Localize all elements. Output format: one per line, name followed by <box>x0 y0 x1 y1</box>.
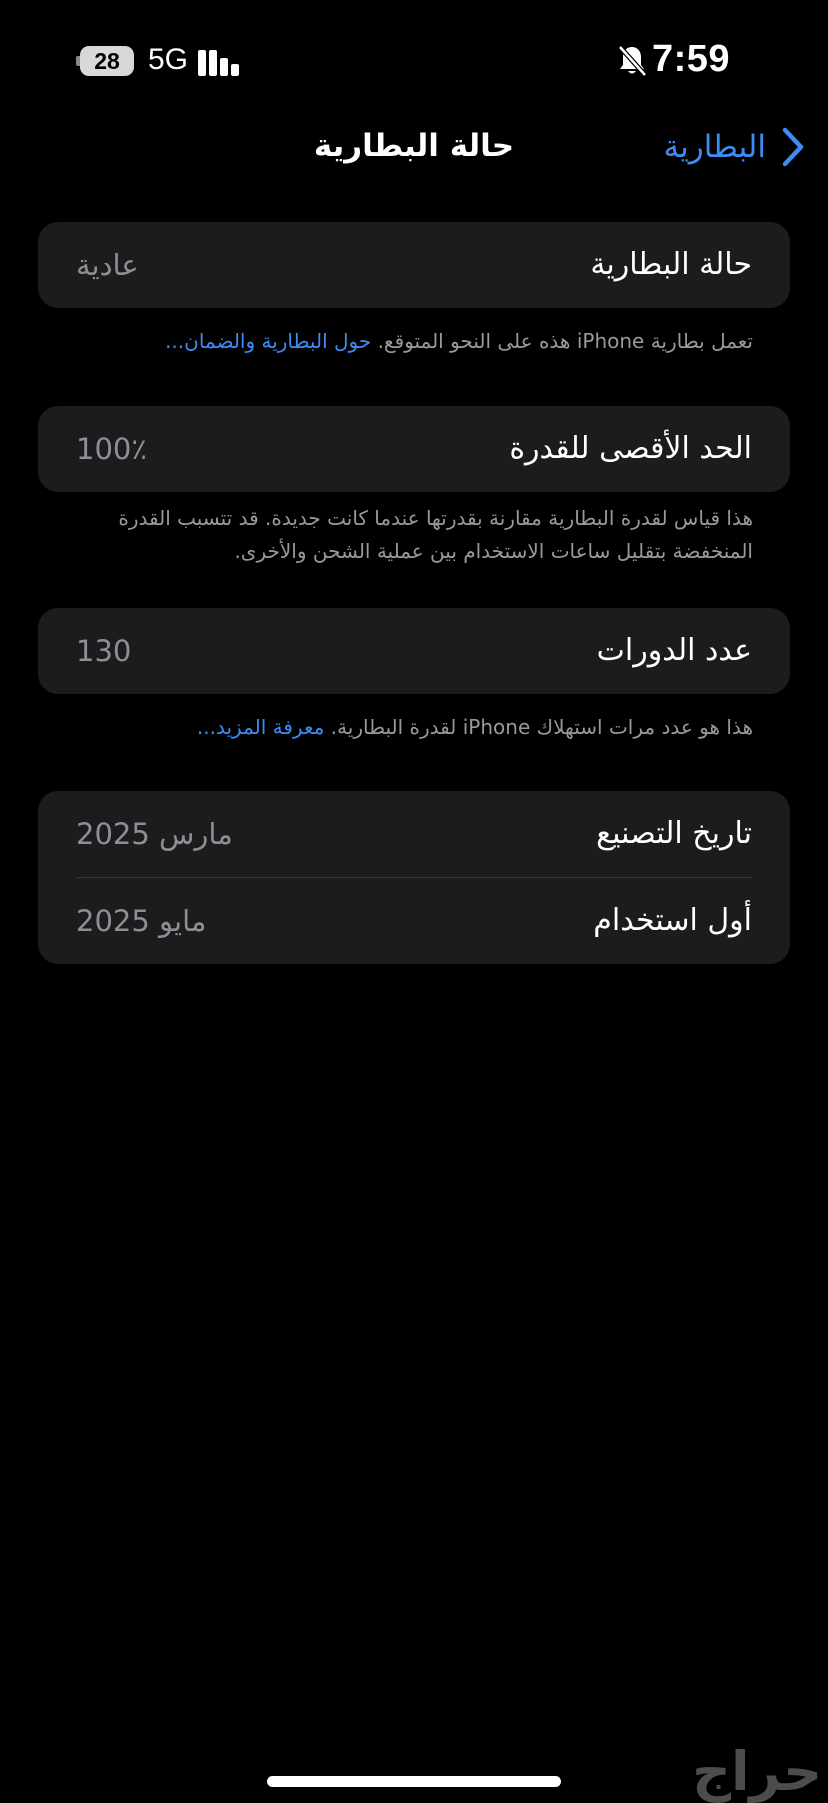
dates-group <box>38 791 790 964</box>
status-bar <box>0 0 828 120</box>
home-indicator[interactable] <box>267 1776 561 1787</box>
battery-condition-note <box>75 325 753 358</box>
battery-icon <box>76 46 134 76</box>
first-use-value: مايو 2025 <box>76 904 207 938</box>
learn-more-link[interactable]: معرفة المزيد... <box>196 715 325 739</box>
battery-condition-label: حالة البطارية <box>590 247 752 282</box>
manufacture-date-row <box>38 791 790 877</box>
manufacture-date-value: مارس 2025 <box>76 817 233 851</box>
page-title: حالة البطارية <box>313 128 515 164</box>
maximum-capacity-label: الحد الأقصى للقدرة <box>509 431 752 466</box>
cycle-count-row <box>38 608 790 694</box>
signal-bars-icon <box>198 46 242 76</box>
battery-condition-row <box>38 222 790 308</box>
bell-slash-icon <box>616 44 648 78</box>
back-button[interactable] <box>663 126 806 168</box>
battery-condition-note-text: تعمل بطارية iPhone هذه على النحو المتوقع. <box>371 329 753 353</box>
battery-level: 28 <box>94 48 120 74</box>
battery-warranty-link[interactable]: حول البطارية والضمان... <box>165 329 372 353</box>
maximum-capacity-group <box>38 406 790 492</box>
first-use-label: أول استخدام <box>593 903 752 938</box>
cycle-count-value: 130 <box>76 634 132 668</box>
clock: 7:59 <box>652 38 731 80</box>
maximum-capacity-note: هذا قياس لقدرة البطارية مقارنة بقدرتها عندما كانت جديدة. قد تتسبب القدرة المنخفضة بتقليل ساعات الاستخدام بين عملية الشحن والأخرى. <box>118 506 753 563</box>
manufacture-date-label: تاريخ التصنيع <box>596 816 752 851</box>
cycle-count-note <box>75 711 753 744</box>
cycle-count-group <box>38 608 790 694</box>
first-use-row <box>38 878 790 964</box>
chevron-right-icon <box>780 126 806 168</box>
battery-condition-value: عادية <box>76 248 139 282</box>
battery-condition-group <box>38 222 790 308</box>
network-type: 5G <box>148 43 189 76</box>
maximum-capacity-row <box>38 406 790 492</box>
navigation-bar <box>0 120 828 180</box>
maximum-capacity-value: 100٪ <box>76 432 147 466</box>
cycle-count-label: عدد الدورات <box>596 633 752 668</box>
cycle-count-note-text: هذا هو عدد مرات استهلاك iPhone لقدرة البطارية. <box>324 715 753 739</box>
back-button-label: البطارية <box>663 129 766 165</box>
watermark-logo: حراج <box>692 1740 822 1803</box>
